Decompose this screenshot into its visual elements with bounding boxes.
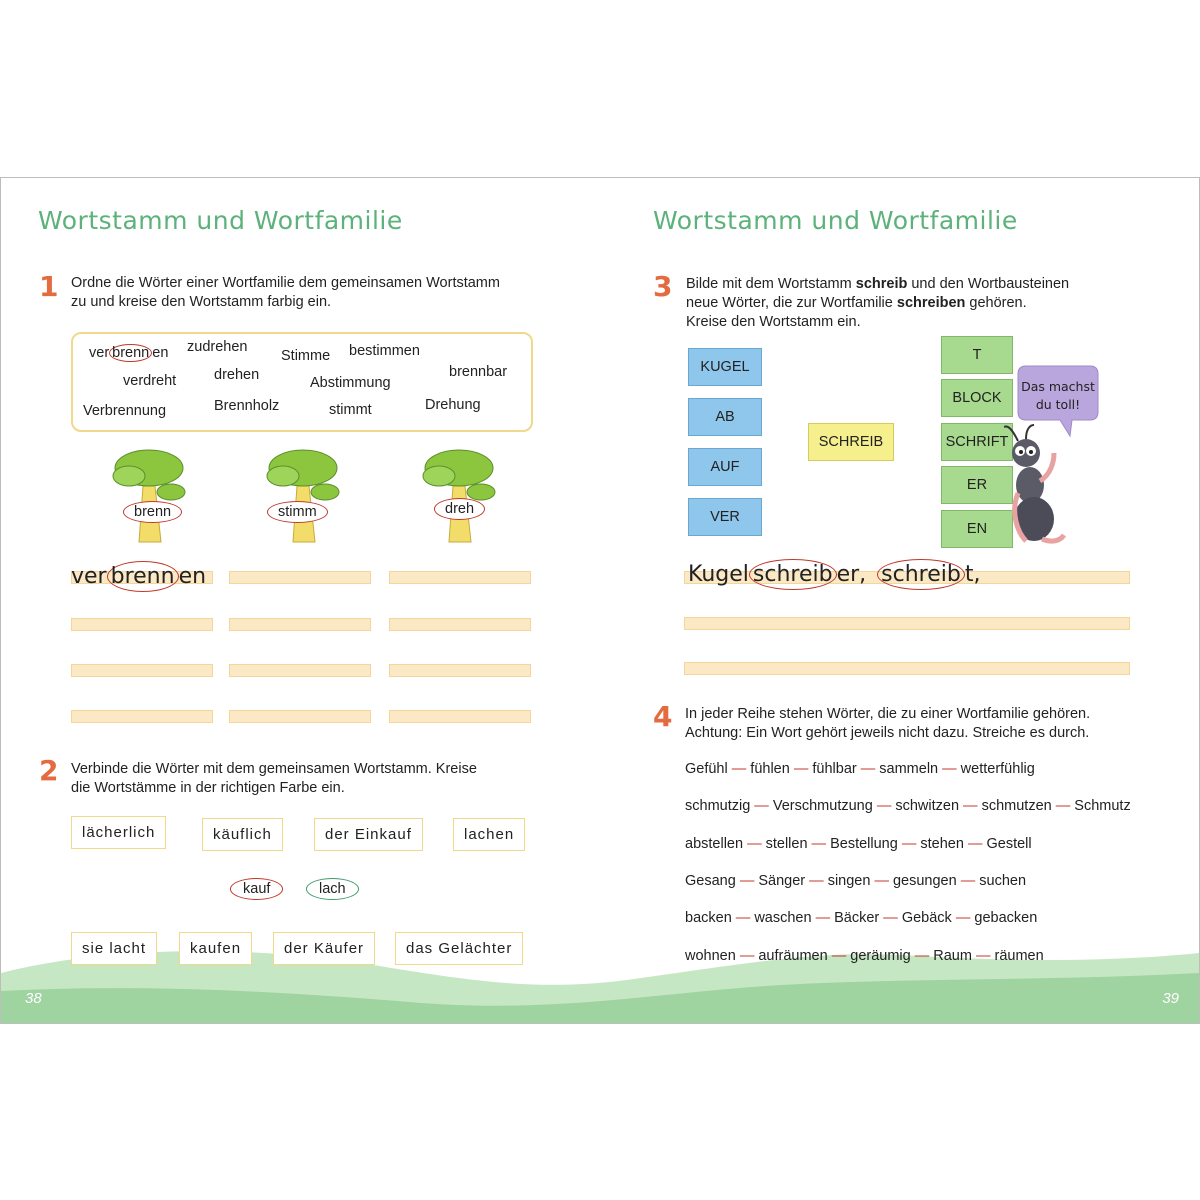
dash-separator: — [910, 948, 934, 964]
word-card[interactable]: der Käufer [273, 932, 375, 965]
dash-separator: — [807, 836, 831, 852]
row-word[interactable]: abstellen [685, 836, 744, 852]
book-spread [0, 177, 1200, 1024]
suffix-block[interactable]: T [941, 336, 1013, 374]
word-verbrennung[interactable]: Verbrennung [83, 403, 167, 419]
ant-mascot-icon [1004, 423, 1070, 553]
word-bestimmen[interactable]: bestimmen [349, 343, 420, 359]
stem-chip-lach[interactable]: lach [306, 878, 359, 900]
dash-separator: — [805, 873, 828, 889]
circled-stem: schreib [877, 559, 965, 590]
word-drehung[interactable]: Drehung [425, 397, 481, 413]
exercise-3-instruction [686, 275, 1069, 332]
dash-separator: — [811, 910, 835, 926]
row-word[interactable]: aufräumen [758, 948, 828, 964]
writing-line[interactable] [229, 710, 371, 723]
prefix-block[interactable]: AUF [688, 448, 762, 486]
instruction-line: Verbinde die Wörter mit dem gemeinsamen Wortstamm. Kreise [71, 761, 477, 777]
word-card[interactable]: kaufen [179, 932, 252, 965]
writing-line[interactable] [229, 618, 371, 631]
row-word[interactable]: singen [827, 873, 871, 889]
page-number: 39 [1162, 990, 1179, 1007]
exercise-2-instruction [71, 760, 477, 798]
dash-separator: — [727, 761, 751, 777]
bubble-line: du toll! [1035, 397, 1081, 412]
exercise-4-instruction [685, 705, 1090, 743]
word-family-row [685, 761, 1035, 777]
instruction-line: In jeder Reihe stehen Wörter, die zu einer Wortfamilie gehören. [685, 706, 1091, 722]
dash-separator: — [1051, 798, 1075, 814]
word-card[interactable]: käuflich [202, 818, 283, 851]
example-answer [688, 559, 980, 590]
tree-icon [419, 446, 499, 546]
word-family-row [685, 836, 1032, 852]
bold-text: schreib [855, 276, 908, 292]
word-zudrehen[interactable]: zudrehen [187, 339, 248, 355]
dash-separator: — [872, 798, 896, 814]
instruction-line: zu und kreise den Wortstamm farbig ein. [71, 294, 332, 310]
writing-line[interactable] [229, 571, 371, 584]
row-word[interactable]: Schmutz [1074, 798, 1131, 814]
row-word[interactable]: waschen [754, 910, 812, 926]
row-word[interactable]: wohnen [685, 948, 736, 964]
dash-separator: — [856, 761, 880, 777]
row-word[interactable]: geräumig [850, 948, 911, 964]
writing-line[interactable] [684, 617, 1130, 630]
stem-label-dreh: dreh [434, 498, 485, 520]
example-answer [71, 561, 206, 592]
row-word[interactable]: Gesang [685, 873, 736, 889]
suffix-block[interactable]: EN [941, 510, 1013, 548]
exercise-number-1: 1 [39, 270, 59, 303]
word-family-row [685, 948, 1044, 964]
word-brennbar[interactable]: brennbar [449, 364, 508, 380]
row-word[interactable]: schwitzen [895, 798, 960, 814]
word-family-row [685, 798, 1131, 814]
exercise-number-3: 3 [653, 270, 673, 303]
word-family-row [685, 873, 1026, 889]
row-word[interactable]: fühlbar [812, 761, 857, 777]
dash-separator: — [956, 873, 980, 889]
row-word[interactable]: Verschmutzung [772, 798, 873, 814]
circled-stem: schreib [749, 559, 837, 590]
writing-line[interactable] [389, 618, 531, 631]
word-drehen[interactable]: drehen [214, 367, 260, 383]
tree-icon [263, 446, 343, 546]
row-word[interactable]: gesungen [892, 873, 957, 889]
writing-line[interactable] [71, 710, 213, 723]
instruction-line: Ordne die Wörter einer Wortfamilie dem gemeinsamen Wortstamm [71, 275, 500, 291]
dash-separator: — [879, 910, 902, 926]
row-word[interactable]: sammeln [879, 761, 939, 777]
speech-bubble-text [1018, 378, 1098, 414]
word-verdreht[interactable]: verdreht [123, 373, 177, 389]
row-word[interactable]: Gefühl [685, 761, 728, 777]
example-suffix: t, [964, 562, 981, 587]
dash-separator: — [897, 836, 921, 852]
word-card[interactable]: lächerlich [71, 816, 166, 849]
writing-line[interactable] [229, 664, 371, 677]
writing-line[interactable] [71, 618, 213, 631]
writing-line[interactable] [389, 571, 531, 584]
prefix-block[interactable]: KUGEL [688, 348, 762, 386]
row-word[interactable]: backen [685, 910, 732, 926]
dash-separator: — [951, 910, 975, 926]
row-word[interactable]: stellen [765, 836, 808, 852]
writing-line[interactable] [389, 710, 531, 723]
word-family-row [685, 910, 1037, 926]
stem-label-brenn: brenn [123, 501, 182, 523]
circled-stem: brenn [109, 344, 152, 362]
row-word[interactable]: Bäcker [834, 910, 880, 926]
text: gehören. [965, 295, 1027, 311]
instruction-line [686, 294, 1069, 313]
dash-separator: — [870, 873, 893, 889]
prefix-block[interactable]: VER [688, 498, 762, 536]
word-card[interactable]: sie lacht [71, 932, 157, 965]
row-word[interactable]: Raum [933, 948, 972, 964]
stem-chip-kauf[interactable]: kauf [230, 878, 283, 900]
word-stimmt[interactable]: stimmt [329, 402, 372, 418]
text: Bilde mit dem Wortstamm [686, 276, 856, 292]
dash-separator: — [959, 798, 982, 814]
dash-separator: — [743, 836, 766, 852]
text: neue Wörter, die zur Wortfamilie [686, 295, 897, 311]
row-word[interactable]: stehen [920, 836, 964, 852]
row-word[interactable]: suchen [979, 873, 1027, 889]
word-abstimmung[interactable]: Abstimmung [310, 375, 391, 391]
dash-separator: — [735, 948, 759, 964]
tree-icon [109, 446, 189, 546]
row-word[interactable]: schmutzen [981, 798, 1052, 814]
dash-separator: — [971, 948, 995, 964]
dash-separator: — [827, 948, 851, 964]
example-suffix: er, [836, 562, 867, 587]
writing-line[interactable] [71, 664, 213, 677]
dash-separator: — [938, 761, 961, 777]
row-word[interactable]: Sänger [758, 873, 806, 889]
dash-separator: — [789, 761, 813, 777]
exercise-number-4: 4 [653, 700, 673, 733]
stem-block[interactable]: SCHREIB [808, 423, 894, 461]
row-word[interactable]: wetterfühlig [960, 761, 1035, 777]
word-stimme[interactable]: Stimme [281, 348, 331, 364]
page-title: Wortstamm und Wortfamilie [653, 206, 1018, 235]
instruction-line: die Wortstämme in der richtigen Farbe ein. [71, 780, 345, 796]
left-page [1, 178, 600, 1023]
circled-stem: brenn [107, 561, 179, 592]
word-card[interactable]: lachen [453, 818, 525, 851]
row-word[interactable]: Gebäck [901, 910, 952, 926]
word-suffix: en [152, 345, 169, 361]
right-page [600, 178, 1199, 1023]
dash-separator: — [735, 873, 759, 889]
instruction-line: Kreise den Wortstamm ein. [686, 314, 861, 330]
row-word[interactable]: räumen [994, 948, 1044, 964]
suffix-block[interactable]: ER [941, 466, 1013, 504]
row-word[interactable]: gebacken [974, 910, 1038, 926]
word-card[interactable]: das Gelächter [395, 932, 523, 965]
writing-line[interactable] [684, 662, 1130, 675]
page-number: 38 [25, 990, 42, 1007]
prefix-block[interactable]: AB [688, 398, 762, 436]
writing-line[interactable] [389, 664, 531, 677]
suffix-block[interactable]: SCHRIFT [941, 423, 1013, 461]
dash-separator: — [963, 836, 987, 852]
row-word[interactable]: Gestell [986, 836, 1032, 852]
exercise-number-2: 2 [39, 754, 59, 787]
suffix-block[interactable]: BLOCK [941, 379, 1013, 417]
word-prefix: ver [89, 345, 110, 361]
stem-label-stimm: stimm [267, 501, 328, 523]
word-card[interactable]: der Einkauf [314, 818, 423, 851]
example-prefix: Kugel [688, 562, 749, 587]
dash-separator: — [750, 798, 773, 814]
example-prefix: ver [71, 564, 107, 589]
row-word[interactable]: fühlen [750, 761, 790, 777]
dash-separator: — [731, 910, 755, 926]
exercise-1-instruction [71, 274, 500, 312]
instruction-line [686, 275, 1069, 294]
example-suffix: en [178, 564, 207, 589]
page-title: Wortstamm und Wortfamilie [38, 206, 403, 235]
bubble-line: Das machst [1021, 379, 1095, 394]
bold-text: schreiben [896, 295, 966, 311]
text: und den Wortbausteinen [907, 276, 1070, 292]
row-word[interactable]: Bestellung [830, 836, 898, 852]
row-word[interactable]: schmutzig [685, 798, 751, 814]
instruction-line: Achtung: Ein Wort gehört jeweils nicht dazu. Streiche es durch. [685, 725, 1090, 741]
word-verbrennen[interactable] [89, 344, 168, 362]
word-brennholz[interactable]: Brennholz [214, 398, 280, 414]
